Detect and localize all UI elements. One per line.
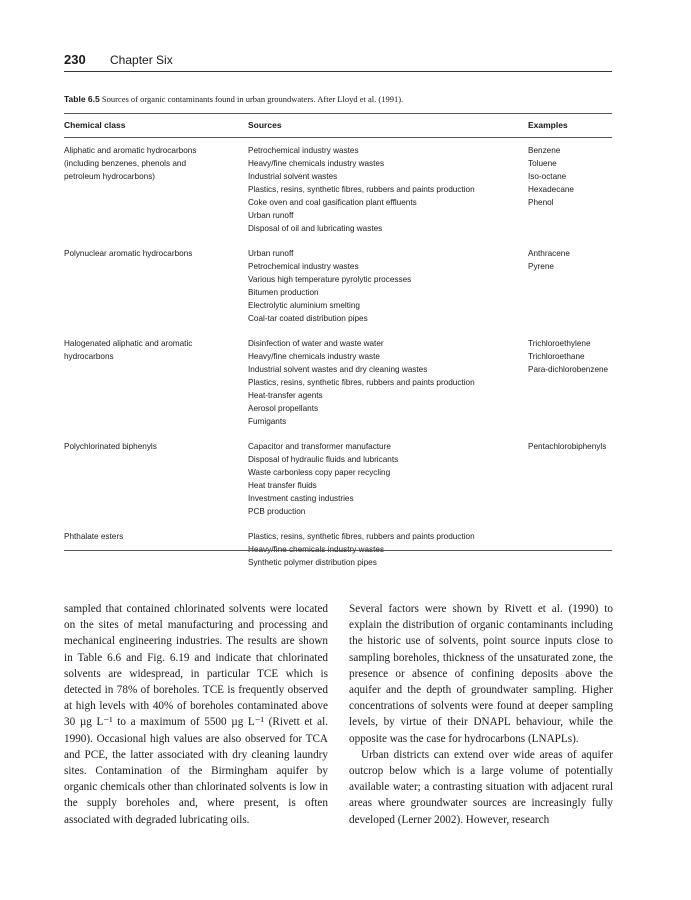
table-caption xyxy=(64,94,612,104)
cell-line: Benzene xyxy=(528,146,561,155)
cell-line: Disposal of hydraulic fluids and lubricants xyxy=(248,455,399,464)
sources-cell xyxy=(248,144,518,235)
table-label: Table 6.5 xyxy=(64,94,100,104)
table-caption-text: Sources of organic contaminants found in urban groundwaters. After Lloyd et al. (1991). xyxy=(101,94,404,104)
paragraph: sampled that contained chlorinated solvents were located on the sites of metal manufacturing and processing and mechanical engineering industries. The results are shown in Table 6.6 and Fig. 6.19 and indicate that chlorinated solvents are widespread, in particular TCE which is detected in 78% of boreholes. TCE is frequently observed at high levels with 40% of boreholes contaminated above 30 µg L⁻¹ to a maximum of 5500 µg L⁻¹ (Rivett et al. 1990). Occasional high values are also observed for TCA and PCE, the latter associated with dry cleaning laundry sites. Contamination of the Birmingham aquifer by organic chemicals other than chlorinated solvents is low in the supply boreholes and, where present, is often associated with degraded lubricating oils. xyxy=(64,603,328,826)
column-header-sources: Sources xyxy=(248,120,282,130)
table-row xyxy=(64,440,612,518)
chapter-title: Chapter Six xyxy=(110,53,173,67)
chemical-class-cell xyxy=(64,440,239,453)
table-row xyxy=(64,337,612,428)
cell-line: Industrial solvent wastes and dry cleaning wastes xyxy=(248,365,428,374)
cell-line: Capacitor and transformer manufacture xyxy=(248,442,391,451)
examples-cell xyxy=(528,247,618,273)
table-bottom-rule xyxy=(64,550,612,551)
examples-cell xyxy=(528,337,618,376)
cell-line: Iso-octane xyxy=(528,172,567,181)
cell-line: Bitumen production xyxy=(248,288,319,297)
chemical-class-cell xyxy=(64,144,239,183)
cell-line: Synthetic polymer distribution pipes xyxy=(248,558,377,567)
cell-line: Various high temperature pyrolytic processes xyxy=(248,275,412,284)
chemical-class-cell xyxy=(64,247,239,260)
column-header-examples: Examples xyxy=(528,120,568,130)
cell-line: Industrial solvent wastes xyxy=(248,172,338,181)
left-text-column xyxy=(64,601,328,828)
cell-line: (including benzenes, phenols and xyxy=(64,159,186,168)
cell-line: Heat transfer fluids xyxy=(248,481,317,490)
table-row xyxy=(64,144,612,235)
cell-line: Hexadecane xyxy=(528,185,574,194)
cell-line: Halogenated aliphatic and aromatic xyxy=(64,339,193,348)
cell-line: petroleum hydrocarbons) xyxy=(64,172,156,181)
cell-line: Disinfection of water and waste water xyxy=(248,339,384,348)
chemical-class-cell xyxy=(64,337,239,363)
paragraph: Several factors were shown by Rivett et al. (1990) to explain the distribution of organic contaminants including the historic use of solvents, point source inputs close to sampling boreholes, thickness of the unsaturated zone, the presence or absence of confining deposits above the aquifer and the depth of groundwater sampling. Higher concentrations of solvents were found at deeper sampling levels, by virtue of their DNAPL behaviour, while the opposite was the case for hydrocarbons (LNAPLs). xyxy=(349,603,613,745)
running-header xyxy=(64,52,612,72)
cell-line: Trichloroethylene xyxy=(528,339,591,348)
cell-line: Polynuclear aromatic hydrocarbons xyxy=(64,249,193,258)
table-row xyxy=(64,247,612,325)
cell-line: Petrochemical industry wastes xyxy=(248,146,359,155)
cell-line: Waste carbonless copy paper recycling xyxy=(248,468,391,477)
cell-line: Plastics, resins, synthetic fibres, rubbers and paints production xyxy=(248,532,475,541)
cell-line: Para-dichlorobenzene xyxy=(528,365,609,374)
cell-line: Pyrene xyxy=(528,262,554,271)
cell-line: Petrochemical industry wastes xyxy=(248,262,359,271)
cell-line: Trichloroethane xyxy=(528,352,585,361)
sources-cell xyxy=(248,440,518,518)
cell-line: Urban runoff xyxy=(248,249,294,258)
cell-line: Anthracene xyxy=(528,249,570,258)
cell-line: Toluene xyxy=(528,159,557,168)
cell-line: Coal-tar coated distribution pipes xyxy=(248,314,368,323)
table-body xyxy=(64,144,612,581)
cell-line: Polychlorinated biphenyls xyxy=(64,442,157,451)
cell-line: Coke oven and coal gasification plant effluents xyxy=(248,198,417,207)
page-number: 230 xyxy=(64,52,86,67)
cell-line: Heat-transfer agents xyxy=(248,391,323,400)
cell-line: Heavy/fine chemicals industry wastes xyxy=(248,545,385,554)
chemical-class-cell xyxy=(64,530,239,543)
table-header-rule xyxy=(64,137,612,138)
cell-line: Heavy/fine chemicals industry wastes xyxy=(248,159,385,168)
column-header-chemical-class: Chemical class xyxy=(64,120,126,130)
cell-line: Plastics, resins, synthetic fibres, rubbers and paints production xyxy=(248,185,475,194)
cell-line: Plastics, resins, synthetic fibres, rubbers and paints production xyxy=(248,378,475,387)
cell-line: PCB production xyxy=(248,507,306,516)
sources-cell xyxy=(248,337,518,428)
cell-line: Heavy/fine chemicals industry waste xyxy=(248,352,380,361)
cell-line: Electrolytic aluminium smelting xyxy=(248,301,360,310)
cell-line: Urban runoff xyxy=(248,211,294,220)
cell-line: Aerosol propellants xyxy=(248,404,319,413)
cell-line: Pentachlorobiphenyls xyxy=(528,442,607,451)
cell-line: Disposal of oil and lubricating wastes xyxy=(248,224,383,233)
table-top-rule xyxy=(64,113,612,114)
cell-line: Phenol xyxy=(528,198,554,207)
cell-line: Phthalate esters xyxy=(64,532,124,541)
cell-line: Aliphatic and aromatic hydrocarbons xyxy=(64,146,197,155)
sources-cell xyxy=(248,247,518,325)
cell-line: hydrocarbons xyxy=(64,352,114,361)
examples-cell xyxy=(528,440,618,453)
cell-line: Investment casting industries xyxy=(248,494,354,503)
paragraph: Urban districts can extend over wide areas of aquifer outcrop below which is a large volume of potentially available water; a contrasting situation with adjacent rural areas where groundwater sources are increasingly fully developed (Lerner 2002). However, research xyxy=(349,748,613,826)
right-text-column xyxy=(349,601,613,828)
cell-line: Fumigants xyxy=(248,417,287,426)
examples-cell xyxy=(528,144,618,209)
